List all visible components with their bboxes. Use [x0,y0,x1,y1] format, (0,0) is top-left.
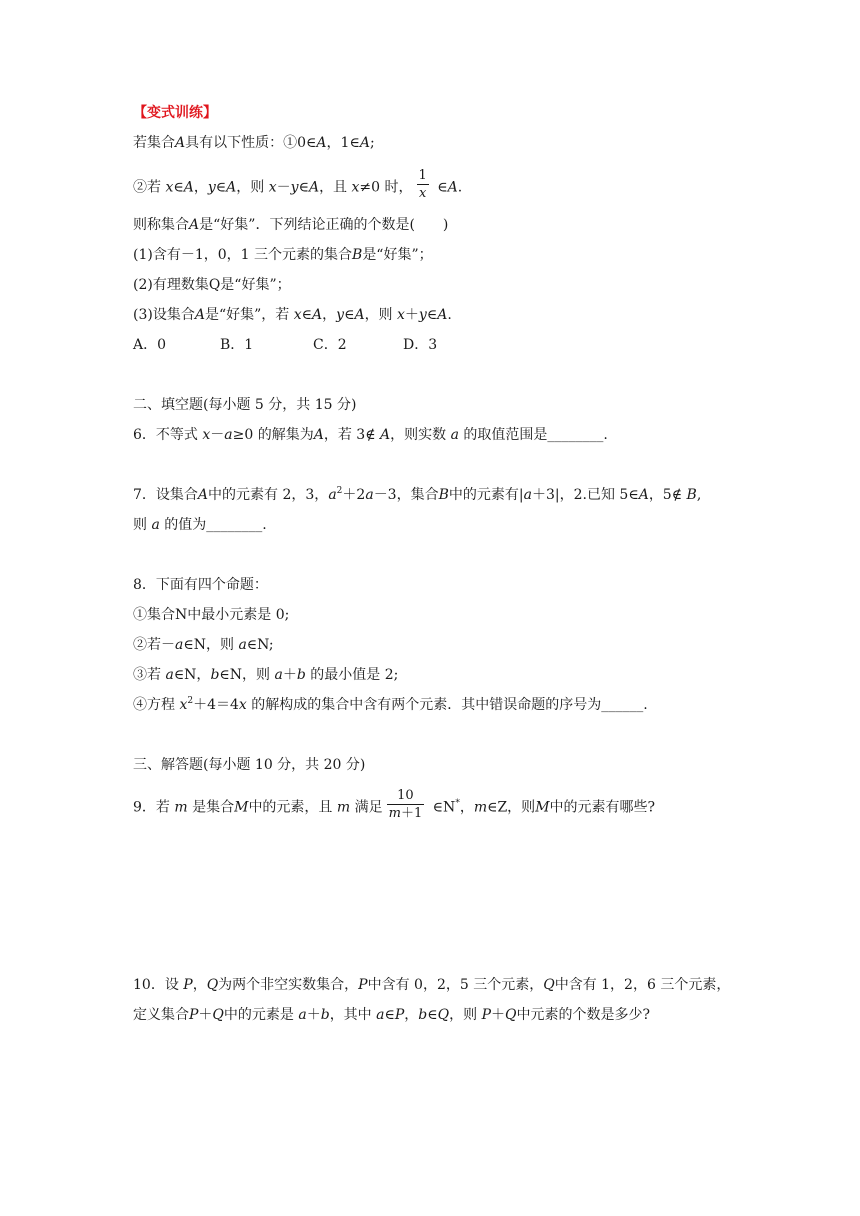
variant-header: 【变式训练】 [133,105,217,121]
section-heading-fill-in: 二、填空题(每小题 5 分，共 15 分) [133,397,357,413]
option-c: C．2 [313,337,347,353]
question-7-line-2: 则 a 的值为________. [133,517,267,533]
proposition-2: ②若－a∈N，则 a∈N; [133,637,274,653]
section-heading-answers: 三、解答题(每小题 10 分，共 20 分) [133,757,366,773]
variant-line-1: 若集合A具有以下性质：①0∈A，1∈A; [133,135,375,151]
option-d: D．3 [403,337,438,353]
question-6: 6．不等式 x－a≥0 的解集为A，若 3∉ A，则实数 a 的取值范围是________. [133,427,608,443]
option-a: A．0 [133,337,167,353]
proposition-4: ④方程 $x^2+4=4x$ 的解构成的集合中含有两个元素．其中错误命题的序号为______. [133,696,648,713]
variant-item-1: (1)含有－1，0，1 三个元素的集合B是“好集”； [133,247,433,263]
question-9: 9．若 m 是集合M中的元素，且 m 满足 $\frac{10}{m+1}$ ∈N*，m∈Z，则M中的元素有哪些? [133,788,656,821]
fraction-ten-over-m-plus-one: $\frac{10}{m+1}$ [388,788,423,821]
question-10-line-2: 定义集合P＋Q中的元素是 a＋b，其中 a∈P，b∈Q，则 P＋Q中元素的个数是多少? [133,1007,650,1023]
question-8-intro: 8．下面有四个命题： [133,577,268,593]
proposition-3: ③若 a∈N，b∈N，则 a＋b 的最小值是 2; [133,667,399,683]
variant-item-2: (2)有理数集Q是“好集”； [133,277,291,293]
fraction-one-over-x: $\frac{1}{x}$ [418,168,427,201]
option-b: B．1 [220,337,254,353]
proposition-1: ①集合N中最小元素是 0; [133,607,290,623]
variant-options [133,335,437,355]
variant-line-2: ②若 x∈A，y∈A，则 x－y∈A，且 x≠0 时， $\frac{1}{x}$ ∈A. [133,168,463,201]
variant-line-3: 则称集合A是“好集”．下列结论正确的个数是( ) [133,217,449,233]
question-10-line-1: 10．设 P，Q为两个非空实数集合，P中含有 0，2，5 三个元素，Q中含有 1，2，6 三个元素， [133,977,731,993]
question-7-line-1: 7．设集合A中的元素有 2，3，$a^2+2a-3$，集合B中的元素有|a＋3|，2.已知 5∈A，5∉ B, [133,486,702,503]
variant-item-3: (3)设集合A是“好集”，若 x∈A，y∈A，则 x＋y∈A. [133,307,452,323]
